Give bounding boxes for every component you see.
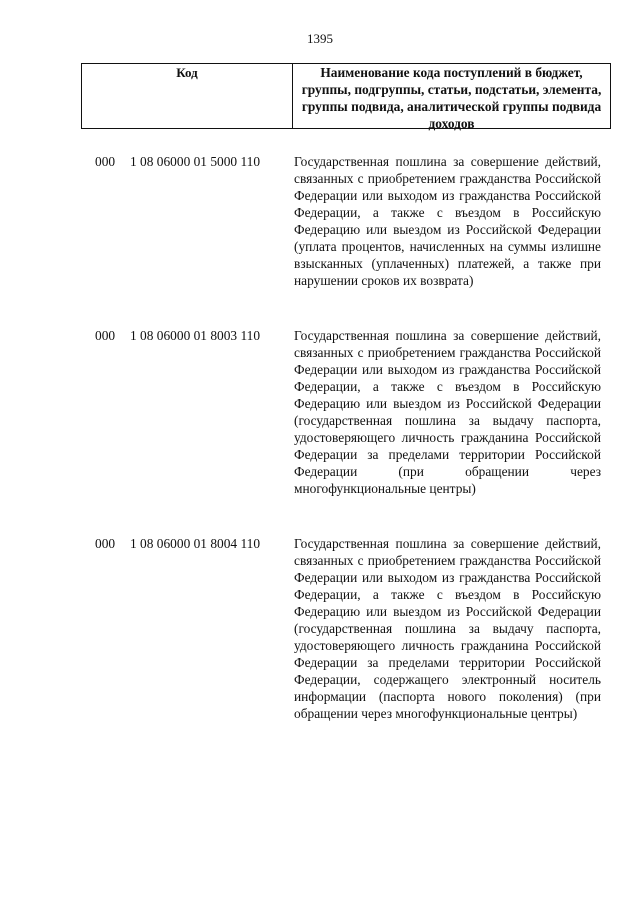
- row-description: Государственная пошлина за совершение действий, связанных с приобретением гражданства Российской Федерации или выходом из гражданства Российской Федерации, а также с въездом в Российскую Федерацию или выездом из Российской Федерации (уплата процентов, начисленных на суммы излишне взысканных (уплаченных) платежей, а также при нарушении сроков их возврата): [294, 154, 601, 288]
- header-code-column: Код: [82, 64, 293, 128]
- row-admin-code: 000: [95, 536, 116, 551]
- row-income-code: 1 08 06000 01 8004 110: [130, 536, 261, 551]
- header-name-column: Наименование кода поступлений в бюджет, группы, подгруппы, статьи, подстатьи, элемента, группы подвида, аналитической группы подвида доходов: [301, 65, 602, 131]
- page-number: 1395: [307, 31, 333, 46]
- row-description: Государственная пошлина за совершение действий, связанных с приобретением гражданства Российской Федерации или выходом из гражданства Российской Федерации, а также с въездом в Российскую Федерацию или выездом из Российской Федерации (государственная пошлина за выдачу паспорта, удостоверяющего личность гражданина Российской Федерации за пределами территории Российской Федерации (при обращении через многофункциональные центры): [294, 328, 601, 496]
- row-income-code: 1 08 06000 01 8003 110: [130, 328, 261, 343]
- row-income-code: 1 08 06000 01 5000 110: [130, 154, 261, 169]
- row-admin-code: 000: [95, 154, 116, 169]
- row-description: Государственная пошлина за совершение действий, связанных с приобретением гражданства Российской Федерации или выходом из гражданства Российской Федерации, а также с въездом в Российскую Федерацию или выездом из Российской Федерации (государственная пошлина за выдачу паспорта, удостоверяющего личность гражданина Российской Федерации за пределами территории Российской Федерации, содержащего электронный носитель информации (паспорта нового поколения) (при обращении через многофункциональные центры): [294, 536, 601, 721]
- table-header: [81, 63, 611, 129]
- row-admin-code: 000: [95, 328, 116, 343]
